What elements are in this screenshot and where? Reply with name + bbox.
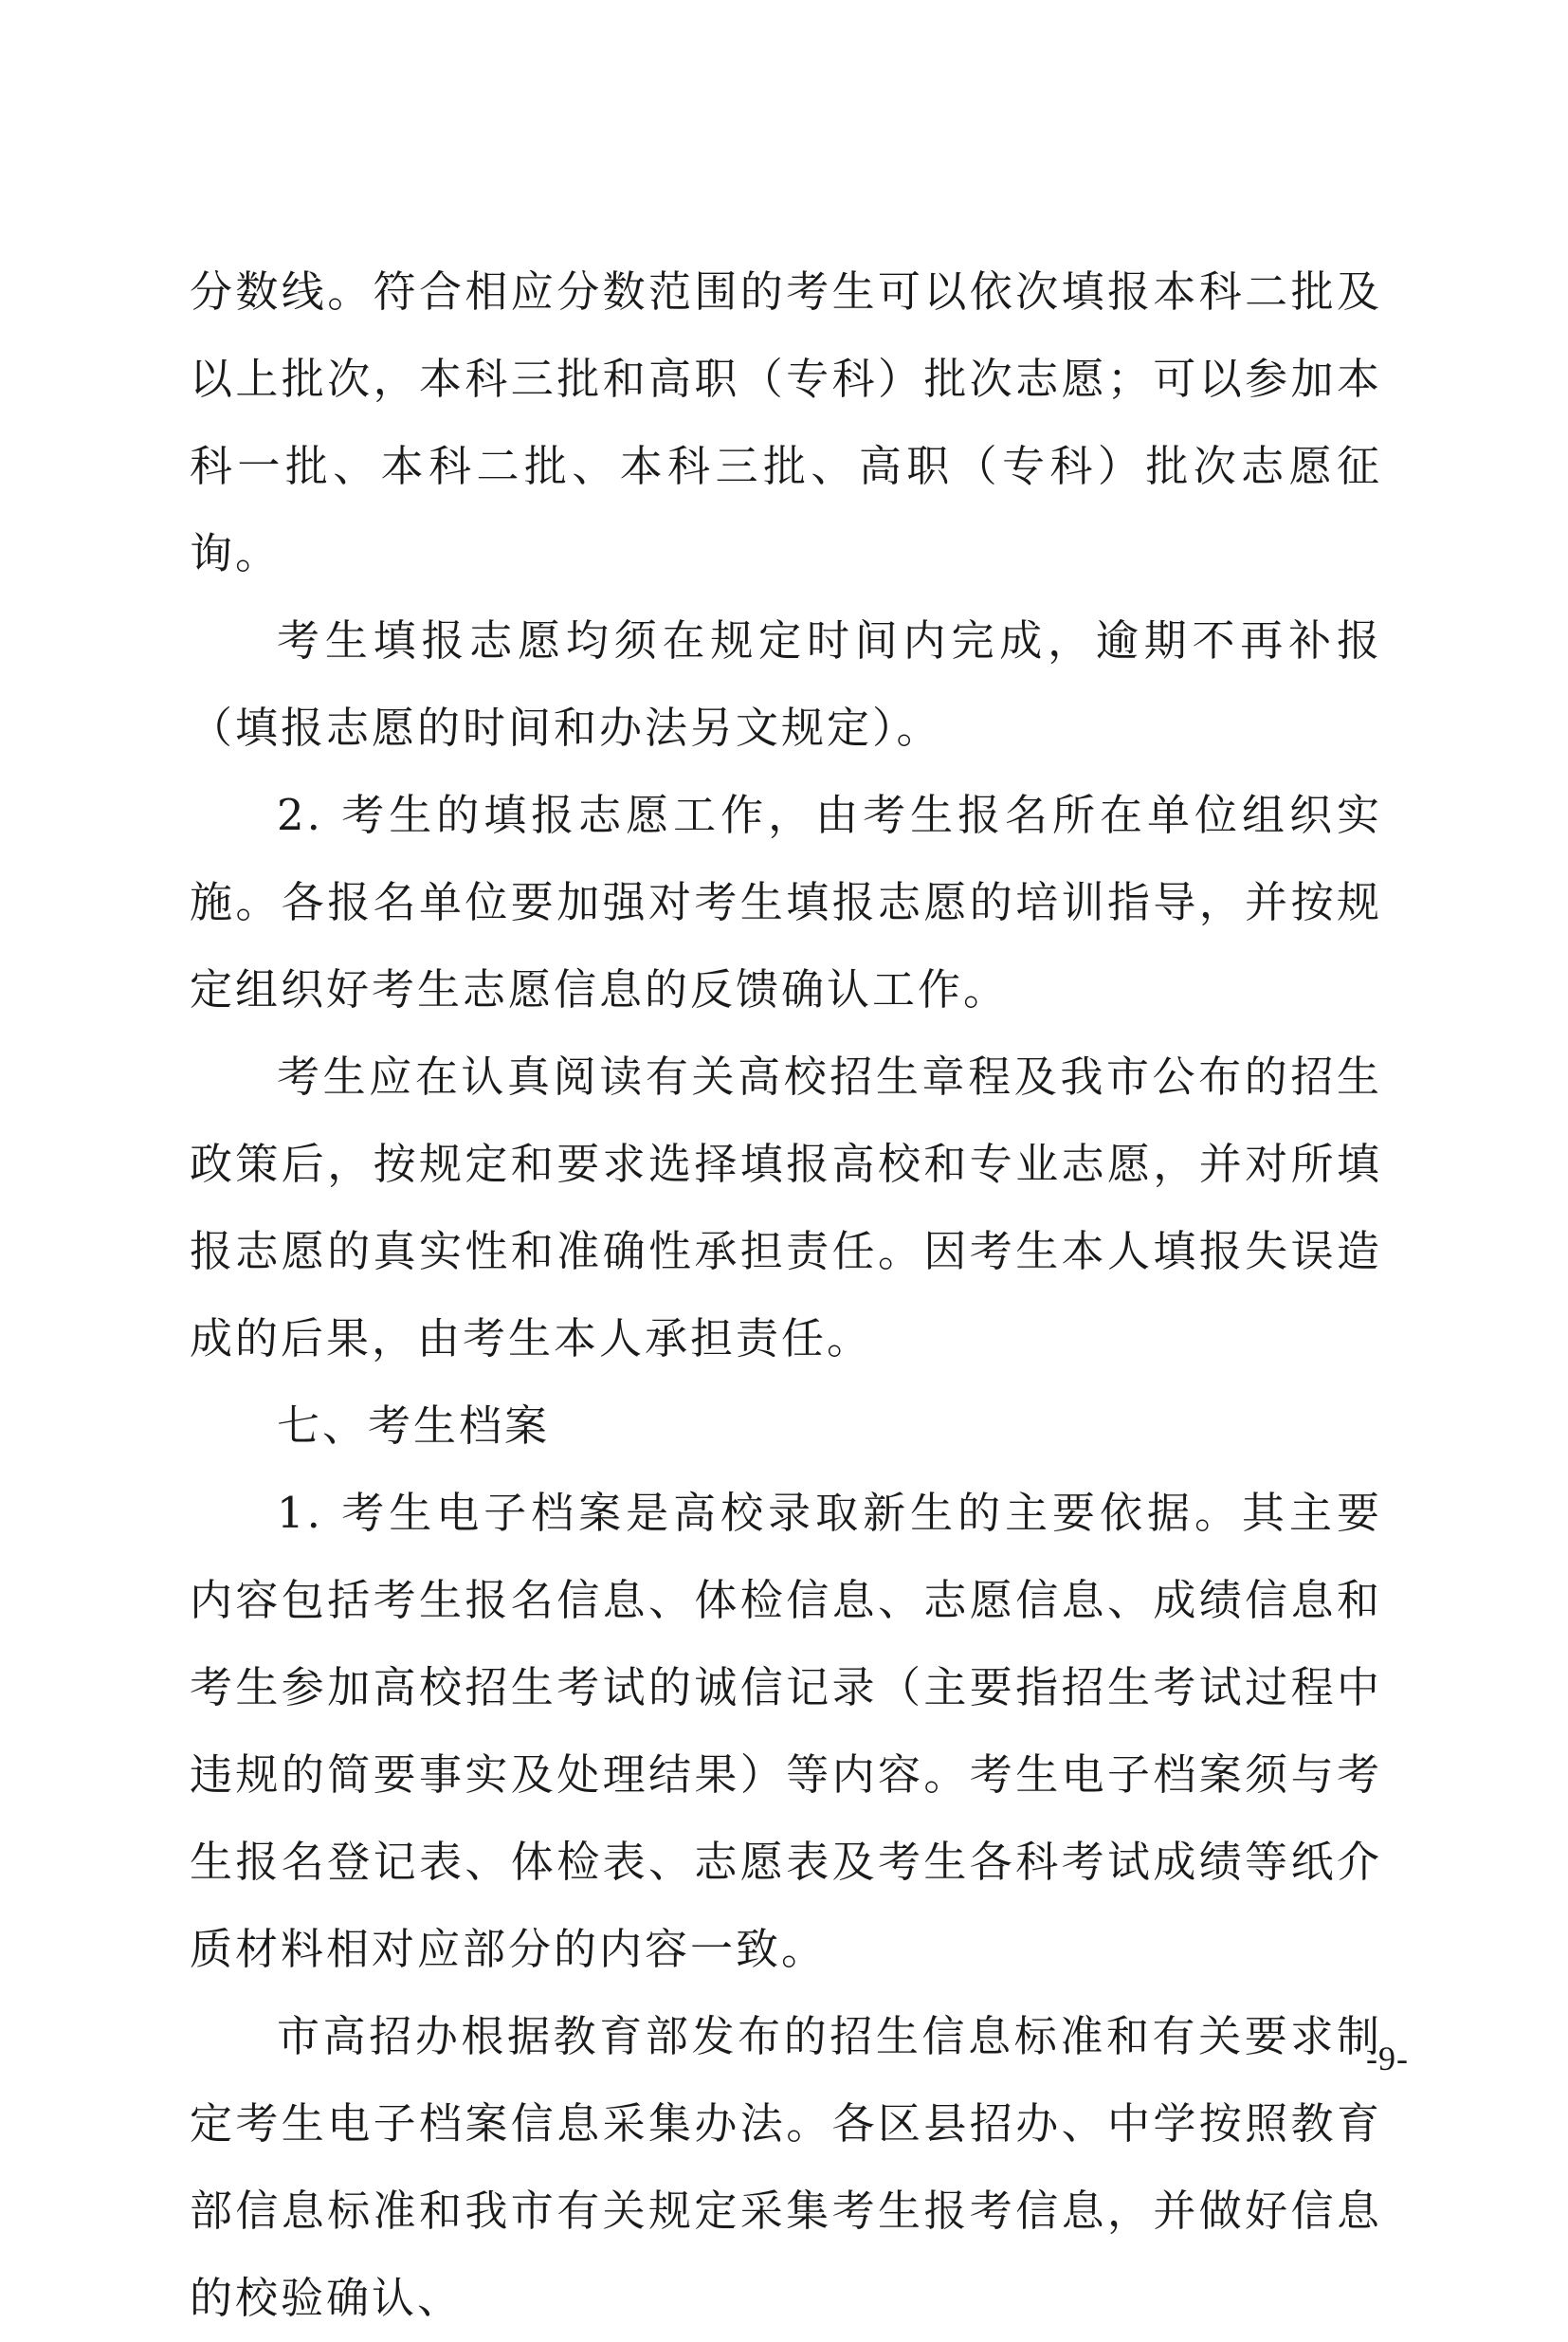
paragraph-collection-method: 市高招办根据教育部发布的招生信息标准和有关要求制定考生电子档案信息采集办法。各区县招办、中学按照教育部信息标准和我市有关规定采集考生报考信息，并做好信息的校验确认、 — [190, 2011, 1382, 2323]
paragraph-responsibility: 考生应在认真阅读有关高校招生章程及我市公布的招生政策后，按规定和要求选择填报高校和专业志愿，并对所填报志愿的真实性和准确性承担责任。因考生本人填报失误造成的后果，由考生本人承担责任。 — [190, 1052, 1382, 1363]
paragraph-deadline: 考生填报志愿均须在规定时间内完成，逾期不再补报（填报志愿的时间和办法另文规定）。 — [190, 615, 1382, 753]
page-number: -9- — [1366, 2040, 1409, 2077]
paragraph-score-line: 分数线。符合相应分数范围的考生可以依次填报本科二批及以上批次，本科三批和高职（专科）批次志愿；可以参加本科一批、本科二批、本科三批、高职（专科）批次志愿征询。 — [190, 266, 1382, 578]
document-body — [190, 248, 1382, 2342]
section-heading-student-archive: 七、考生档案 — [277, 1400, 551, 1451]
paragraph-item-2: 2. 考生的填报志愿工作，由考生报名所在单位组织实施。各报名单位要加强对考生填报志愿的培训指导，并按规定组织好考生志愿信息的反馈确认工作。 — [190, 790, 1382, 1015]
paragraph-item-1-archive: 1. 考生电子档案是高校录取新生的主要依据。其主要内容包括考生报名信息、体检信息、志愿信息、成绩信息和考生参加高校招生考试的诚信记录（主要指招生考试过程中违规的简要事实及处理结果）等内容。考生电子档案须与考生报名登记表、体检表、志愿表及考生各科考试成绩等纸介质材料相对应部分的内容一致。 — [190, 1488, 1382, 1974]
